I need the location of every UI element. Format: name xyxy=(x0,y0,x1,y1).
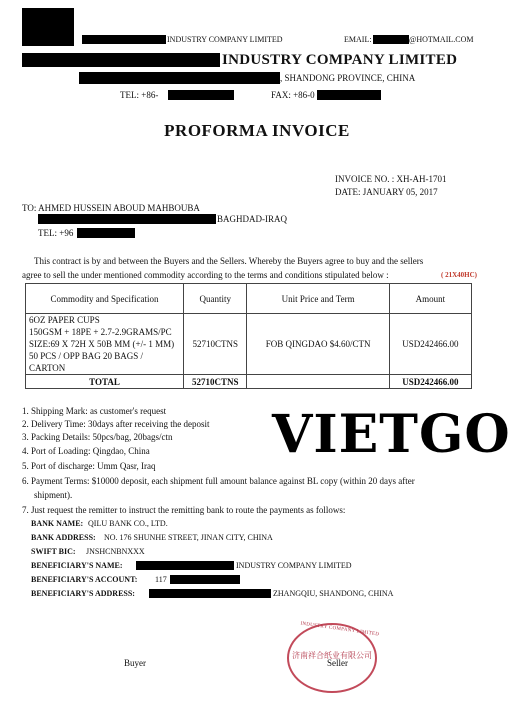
header-commodity: Commodity and Specification xyxy=(26,284,184,314)
company-name-redaction xyxy=(22,53,220,67)
page-title: PROFORMA INVOICE xyxy=(164,121,350,140)
header-unit-price: Unit Price and Term xyxy=(247,284,389,314)
term-1: 1. Shipping Mark: as customer's request xyxy=(22,406,167,416)
header-company-small: INDUSTRY COMPANY LIMITED xyxy=(167,35,283,44)
seal-top-text: INDUSTRY COMPANY LIMITED xyxy=(300,621,380,638)
table-header-row xyxy=(26,284,472,314)
term-7: 7. Just request the remitter to instruct the remitting bank to route the payments as follows: xyxy=(22,505,346,515)
term-4: 4. Port of Loading: Qingdao, China xyxy=(22,446,150,456)
fax-redaction xyxy=(317,90,381,100)
watermark: VIETGO xyxy=(272,404,511,465)
amount-cell: USD242466.00 xyxy=(389,314,471,375)
seller-signature-label: Seller xyxy=(327,658,348,668)
header-province: , SHANDONG PROVINCE, CHINA xyxy=(280,73,416,83)
beneficiary-name-label: BENEFICIARY'S NAME: xyxy=(31,561,123,570)
spec-line: SIZE:69 X 72H X 50B MM (+/- 1 MM) xyxy=(29,339,175,349)
header-company-big: INDUSTRY COMPANY LIMITED xyxy=(222,52,458,68)
total-amount: USD242466.00 xyxy=(389,375,471,389)
term-5: 5. Port of discharge: Umm Qasr, Iraq xyxy=(22,461,156,471)
goods-table xyxy=(25,283,472,389)
header-email-label: EMAIL: xyxy=(344,35,372,44)
header-email-domain: @HOTMAIL.COM xyxy=(409,35,474,44)
bank-address-label: BANK ADDRESS: xyxy=(31,533,96,542)
quantity-cell: 52710CTNS xyxy=(184,314,247,375)
swift-code: JNSHCNBNXXX xyxy=(86,547,145,556)
total-quantity: 52710CTNS xyxy=(184,375,247,389)
header-fax-label: FAX: +86-0 xyxy=(271,90,315,100)
email-redaction xyxy=(373,35,409,44)
spec-line: 6OZ PAPER CUPS xyxy=(29,315,100,325)
buyer-tel: TEL: +96 xyxy=(38,228,74,238)
term-3: 3. Packing Details: 50pcs/bag, 20bags/ctn xyxy=(22,432,173,442)
invoice-date: DATE: JANUARY 05, 2017 xyxy=(335,187,438,197)
spec-line: 150GSM + 18PE + 2.7-2.9GRAMS/PC xyxy=(29,327,172,337)
swift-label: SWIFT BIC: xyxy=(31,547,76,556)
buyer-signature-label: Buyer xyxy=(124,658,146,668)
header-name-redaction xyxy=(82,35,166,44)
buyer-city: BAGHDAD-IRAQ xyxy=(217,214,287,224)
beneficiary-address: ZHANGQIU, SHANDONG, CHINA xyxy=(273,589,394,598)
buyer-to: TO: AHMED HUSSEIN ABOUD MAHBOUBA xyxy=(22,203,200,213)
header-amount: Amount xyxy=(389,284,471,314)
seal-center-text: 济南祥合纸业有限公司 xyxy=(292,651,372,660)
buyer-address-redaction xyxy=(38,214,216,224)
term-6: 6. Payment Terms: $10000 deposit, each shipment full amount balance against BL copy (within 20 days after xyxy=(22,476,415,486)
intro-code: ( 21X40HC) xyxy=(441,271,477,279)
bank-name: QILU BANK CO., LTD. xyxy=(88,519,168,528)
table-row xyxy=(26,314,472,375)
commodity-spec xyxy=(26,314,184,375)
beneficiary-name: INDUSTRY COMPANY LIMITED xyxy=(236,561,352,570)
table-total-row xyxy=(26,375,472,389)
spec-line: 50 PCS / OPP BAG 20 BAGS / CARTON xyxy=(29,351,143,373)
beneficiary-account-label: BENEFICIARY'S ACCOUNT: xyxy=(31,575,138,584)
beneficiary-address-redaction xyxy=(149,589,271,598)
total-empty-cell xyxy=(247,375,389,389)
intro-line-1: This contract is by and between the Buyers and the Sellers. Whereby the Buyers agree to buy and the sellers xyxy=(34,256,424,266)
term-6-cont: shipment). xyxy=(34,490,73,500)
buyer-tel-redaction xyxy=(77,228,135,238)
beneficiary-account-redaction xyxy=(170,575,240,584)
address-redaction xyxy=(79,72,280,84)
logo-redaction xyxy=(22,8,74,46)
term-2: 2. Delivery Time: 30days after receiving the deposit xyxy=(22,419,210,429)
beneficiary-address-label: BENEFICIARY'S ADDRESS: xyxy=(31,589,135,598)
bank-name-label: BANK NAME: xyxy=(31,519,84,528)
unit-price-cell: FOB QINGDAO $4.60/CTN xyxy=(247,314,389,375)
intro-line-2: agree to sell the under mentioned commodity according to the terms and conditions stipulated below : xyxy=(22,270,389,280)
total-label: TOTAL xyxy=(26,375,184,389)
invoice-number: INVOICE NO. : XH-AH-1701 xyxy=(335,174,447,184)
tel-redaction xyxy=(168,90,234,100)
beneficiary-account: 117 xyxy=(155,575,167,584)
beneficiary-name-redaction xyxy=(136,561,234,570)
bank-address: NO. 176 SHUNHE STREET, JINAN CITY, CHINA xyxy=(104,533,273,542)
header-quantity: Quantity xyxy=(184,284,247,314)
header-tel-label: TEL: +86- xyxy=(120,90,159,100)
